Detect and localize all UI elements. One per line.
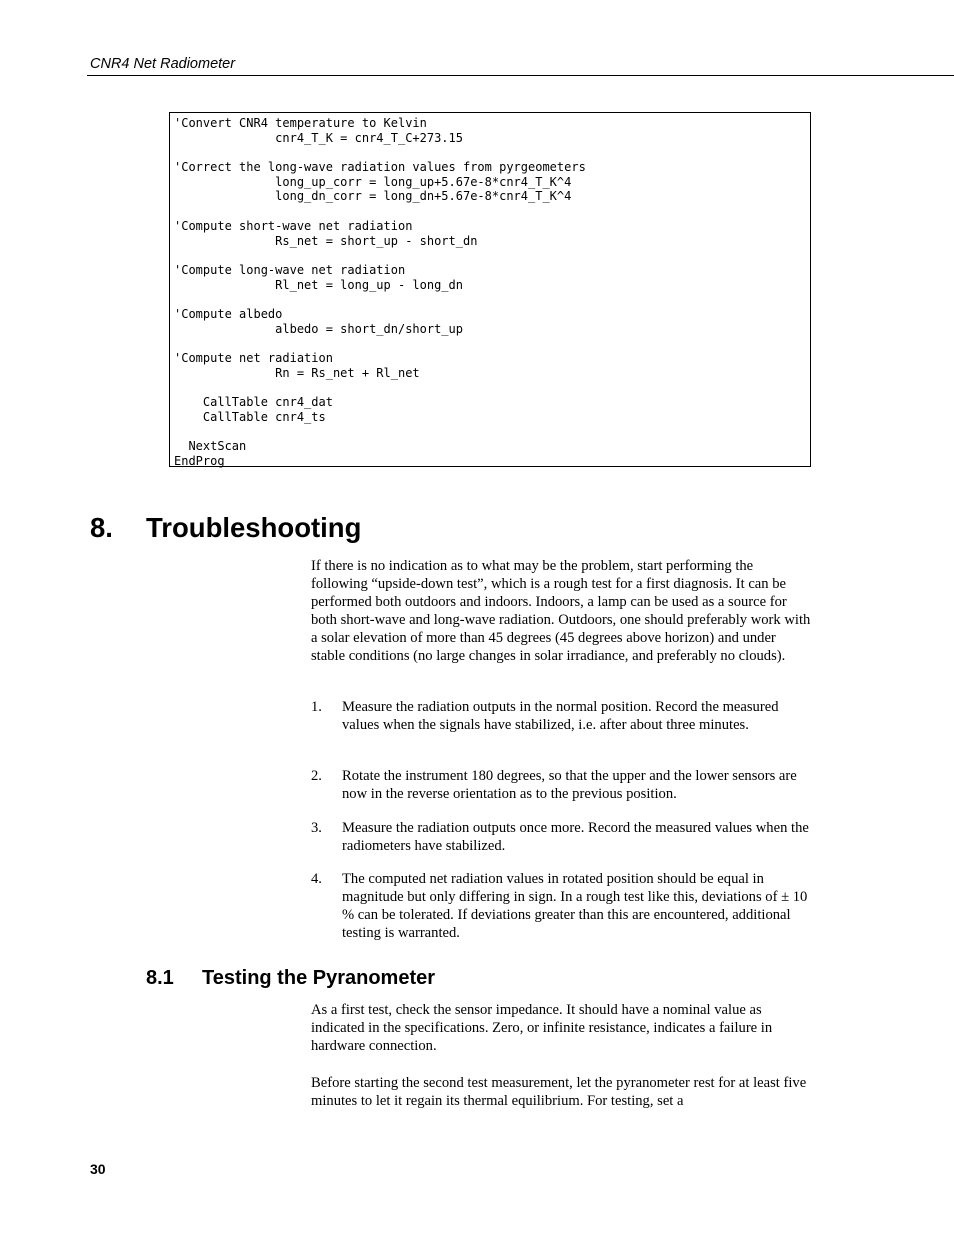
code-line: NextScan [174,439,247,454]
code-line: EndProg [174,453,225,468]
code-line: albedo = short_dn/short_up [174,321,463,336]
code-line: long_up_corr = long_up+5.67e-8*cnr4_T_K^4 [174,174,572,189]
code-line [174,424,810,439]
section-heading-troubleshooting [90,512,361,544]
code-line [174,248,810,263]
section-heading-testing-pyranometer [146,967,435,990]
list-marker: 3. [311,820,322,836]
code-line: 'Compute long-wave net radiation [174,262,406,277]
code-line: 'Compute albedo [174,306,283,321]
code-line [174,145,810,160]
code-line: Rs_net = short_up - short_dn [174,233,478,248]
code-line: 'Correct the long-wave radiation values from pyrgeometers [174,160,586,175]
list-item-text: Rotate the instrument 180 degrees, so that the upper and the lower sensors are now in the reverse orientation as to the previous position. [342,768,797,802]
running-header: CNR4 Net Radiometer [90,56,236,72]
code-line [174,204,810,219]
troubleshooting-intro: If there is no indication as to what may be the problem, start performing the following “upside-down test”, which is a rough test for a first diagnosis. It can be performed both outdoors and indoors. Indoors, a lamp can be used as a source for both short-wave and long-wave radiation. Outdoors, one should preferably work with a solar elevation of more than 45 degrees (45 degrees above horizon) and under stable conditions (no large changes in solar irradiance, and preferably no clouds). [311,558,811,664]
code-line [174,336,810,351]
pyranometer-paragraph-1: As a first test, check the sensor impedance. It should have a nominal value as indicated in the specifications. Zero, or infinite resistance, indicates a failure in hardware connection. [311,1002,773,1054]
code-line: CallTable cnr4_ts [174,409,326,424]
code-line: cnr4_T_K = cnr4_T_C+273.15 [174,130,463,145]
code-line: 'Convert CNR4 temperature to Kelvin [174,116,427,130]
page-number: 30 [90,1161,106,1177]
code-line: 'Compute net radiation [174,351,333,365]
list-item-text: The computed net radiation values in rotated position should be equal in magnitude but only differing in sign. In a rough test like this, deviations of ± 10 % can be tolerated. If deviations greater than this are encountered, additional testing is warranted. [342,871,808,941]
code-line [174,292,810,307]
code-line: 'Compute short-wave net radiation [174,218,413,233]
pyranometer-paragraph-2: Before starting the second test measurement, let the pyranometer rest for at least five minutes to let it regain its thermal equilibrium. For testing, set a [311,1075,807,1109]
code-line: Rl_net = long_up - long_dn [174,277,463,292]
code-line [174,380,810,395]
list-item-text: Measure the radiation outputs once more. Record the measured values when the radiometers have stabilized. [342,820,809,854]
code-listing [169,112,811,467]
section-number: 8. [90,512,113,543]
code-line: long_dn_corr = long_dn+5.67e-8*cnr4_T_K^4 [174,189,572,204]
code-line: Rn = Rs_net + Rl_net [174,365,420,380]
header-rule [87,75,954,76]
section-title: Testing the Pyranometer [202,967,436,989]
list-item-text: Measure the radiation outputs in the normal position. Record the measured values when the signals have stabilized, i.e. after about three minutes. [342,699,779,733]
code-line: CallTable cnr4_dat [174,395,333,410]
section-title: Troubleshooting [146,512,362,543]
list-marker: 1. [311,699,322,715]
list-marker: 4. [311,871,322,887]
section-number: 8.1 [146,967,174,989]
list-marker: 2. [311,768,322,784]
